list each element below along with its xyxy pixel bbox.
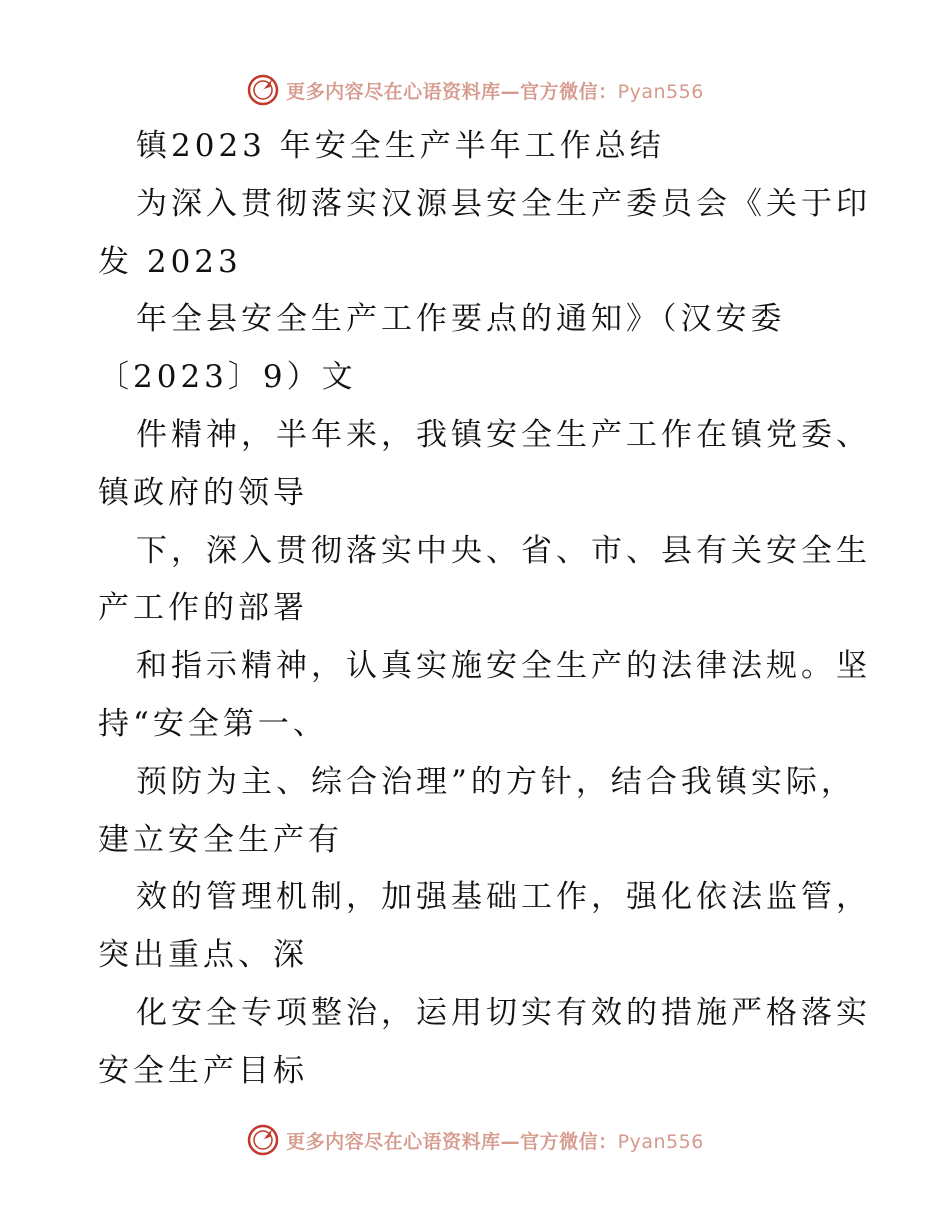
watermark-text: 更多内容尽在心语资料库—官方微信：Pyan556 <box>286 80 704 103</box>
quill-logo-icon <box>246 1123 280 1157</box>
paragraph-line: 效的管理机制，加强基础工作，强化依法监管， <box>136 879 871 916</box>
paragraph-line: 发 2023 <box>98 243 242 280</box>
paragraph-line: 持“安全第一、 <box>98 705 328 742</box>
paragraph-line: 为深入贯彻落实汉源县安全生产委员会《关于印 <box>136 185 871 222</box>
watermark-wechat-id: Pyan556 <box>617 1130 704 1153</box>
paragraph-line: 预防为主、综合治理”的方针，结合我镇实际， <box>136 763 856 800</box>
watermark-footer <box>0 1120 950 1160</box>
paragraph-line: 件精神，半年来，我镇安全生产工作在镇党委、 <box>136 416 871 453</box>
paragraph-line: 产工作的部署 <box>98 590 308 627</box>
paragraph-line: 化安全专项整治，运用切实有效的措施严格落实 <box>136 994 871 1031</box>
paragraph-line: 建立安全生产有 <box>98 821 343 858</box>
document-body <box>98 118 871 1101</box>
paragraph-line: 年全县安全生产工作要点的通知》（汉安委 <box>136 301 786 338</box>
document-title: 镇2023 年安全生产半年工作总结 <box>136 128 665 164</box>
paragraph-line: 和指示精神，认真实施安全生产的法律法规。坚 <box>136 648 871 685</box>
paragraph-line: 〔2023〕9）文 <box>98 359 357 396</box>
watermark-header <box>0 70 950 110</box>
quill-logo-icon <box>246 73 280 107</box>
paragraph-line: 镇政府的领导 <box>98 474 308 511</box>
watermark-text: 更多内容尽在心语资料库—官方微信：Pyan556 <box>286 1130 704 1153</box>
watermark-wechat-id: Pyan556 <box>617 80 704 103</box>
paragraph-line: 安全生产目标 <box>98 1052 308 1089</box>
paragraph-line: 下，深入贯彻落实中央、省、市、县有关安全生 <box>136 532 871 569</box>
paragraph-line: 突出重点、深 <box>98 937 308 974</box>
